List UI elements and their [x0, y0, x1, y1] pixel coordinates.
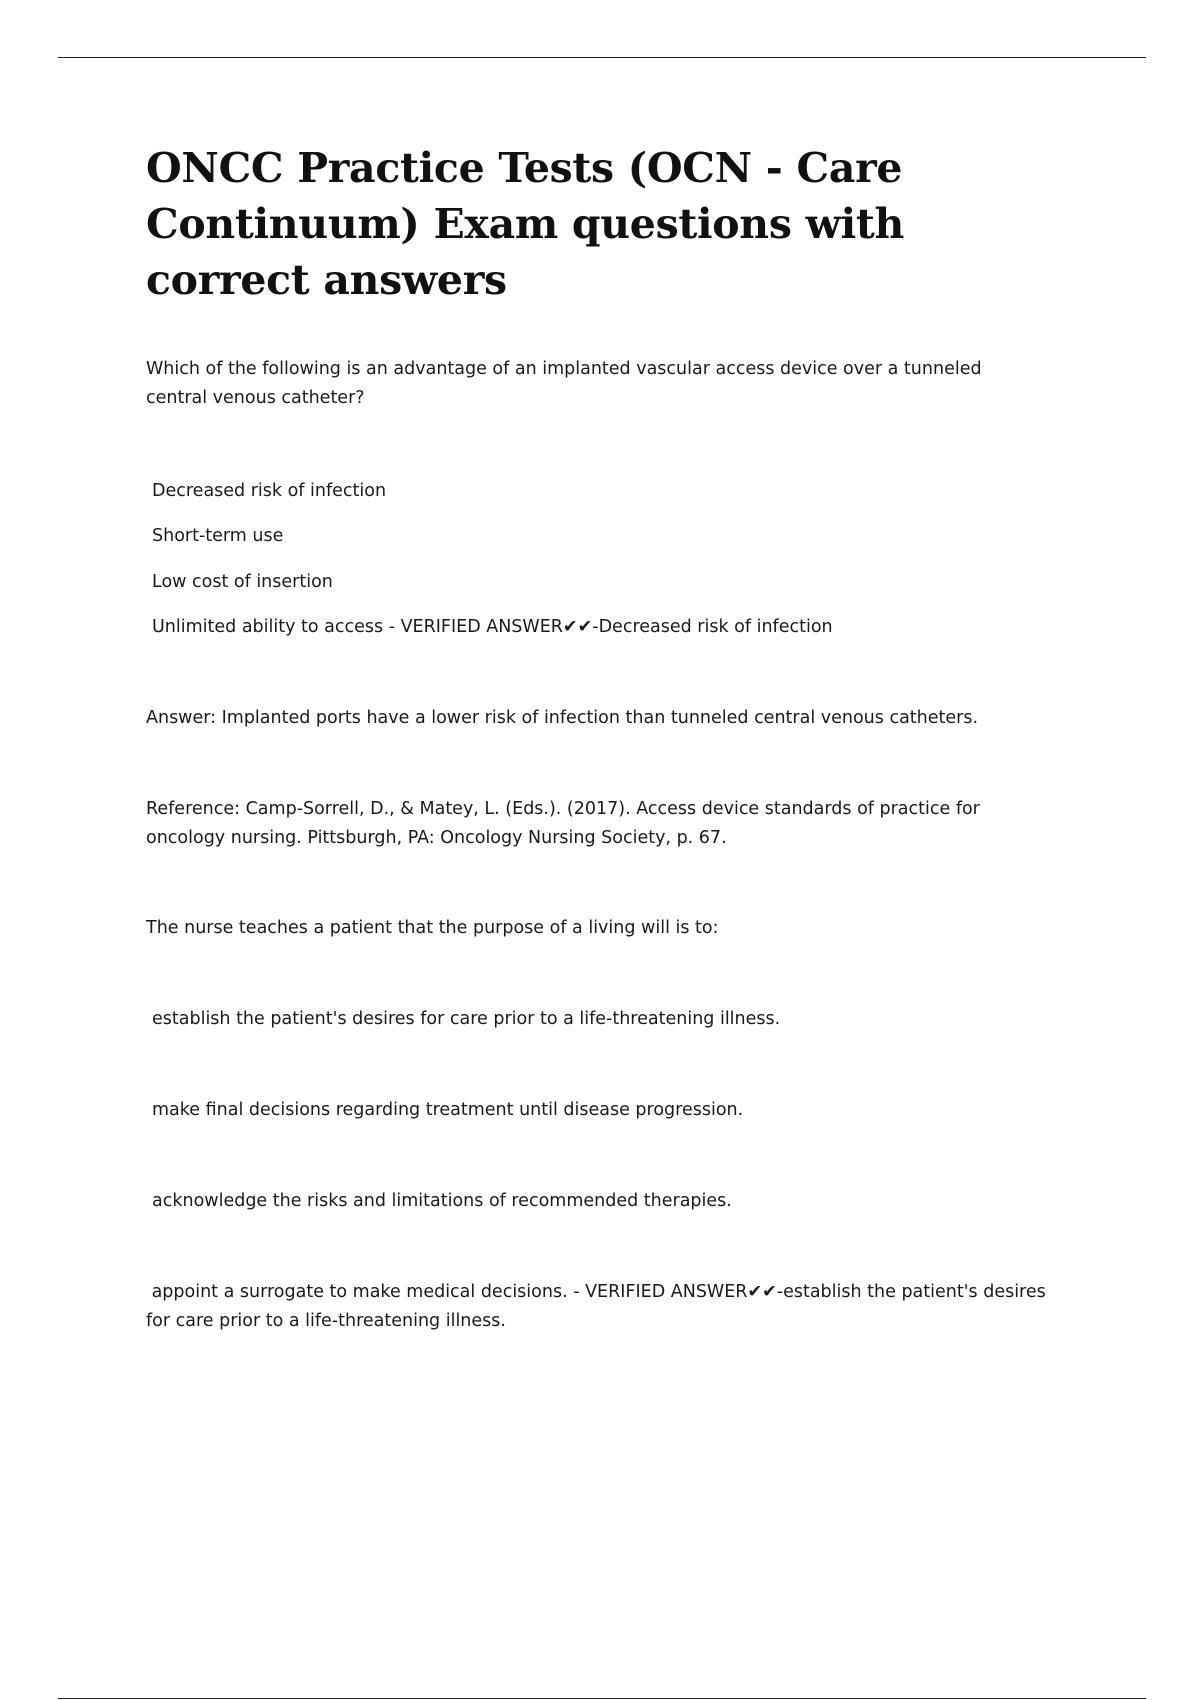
top-divider [58, 57, 1146, 58]
question-2-option-4-text: appoint a surrogate to make medical decisions. - VERIFIED ANSWER✔✔-establish the patient's desires for care prior to a life-threatening illness. [146, 1282, 1046, 1331]
question-2-option-2: make final decisions regarding treatment until disease progression. [152, 1100, 744, 1120]
question-2-option-4 [146, 1278, 1046, 1336]
question-1-option-2: Short-term use [152, 526, 284, 546]
question-1-reference: Reference: Camp-Sorrell, D., & Matey, L. (Eds.). (2017). Access device standards of practice for oncology nursing. Pittsburgh, PA: Oncology Nursing Society, p. 67. [146, 799, 980, 848]
question-1-option-4: Unlimited ability to access - VERIFIED ANSWER✔✔-Decreased risk of infection [152, 617, 833, 637]
bottom-divider [58, 1698, 1146, 1699]
question-1-option-1: Decreased risk of infection [152, 481, 387, 501]
document-title: ONCC Practice Tests (OCN - Care Continuum) Exam questions with correct answers [146, 144, 904, 304]
question-2-text: The nurse teaches a patient that the purpose of a living will is to: [146, 918, 719, 938]
question-1-text: Which of the following is an advantage of an implanted vascular access device over a tunneled central venous catheter? [146, 359, 982, 408]
question-1-answer: Answer: Implanted ports have a lower risk of infection than tunneled central venous catheters. [146, 708, 979, 728]
question-2-option-1: establish the patient's desires for care prior to a life-threatening illness. [152, 1009, 781, 1029]
document-header [146, 140, 1046, 308]
question-2-option-3: acknowledge the risks and limitations of recommended therapies. [152, 1191, 732, 1211]
question-1-option-3: Low cost of insertion [152, 572, 333, 592]
